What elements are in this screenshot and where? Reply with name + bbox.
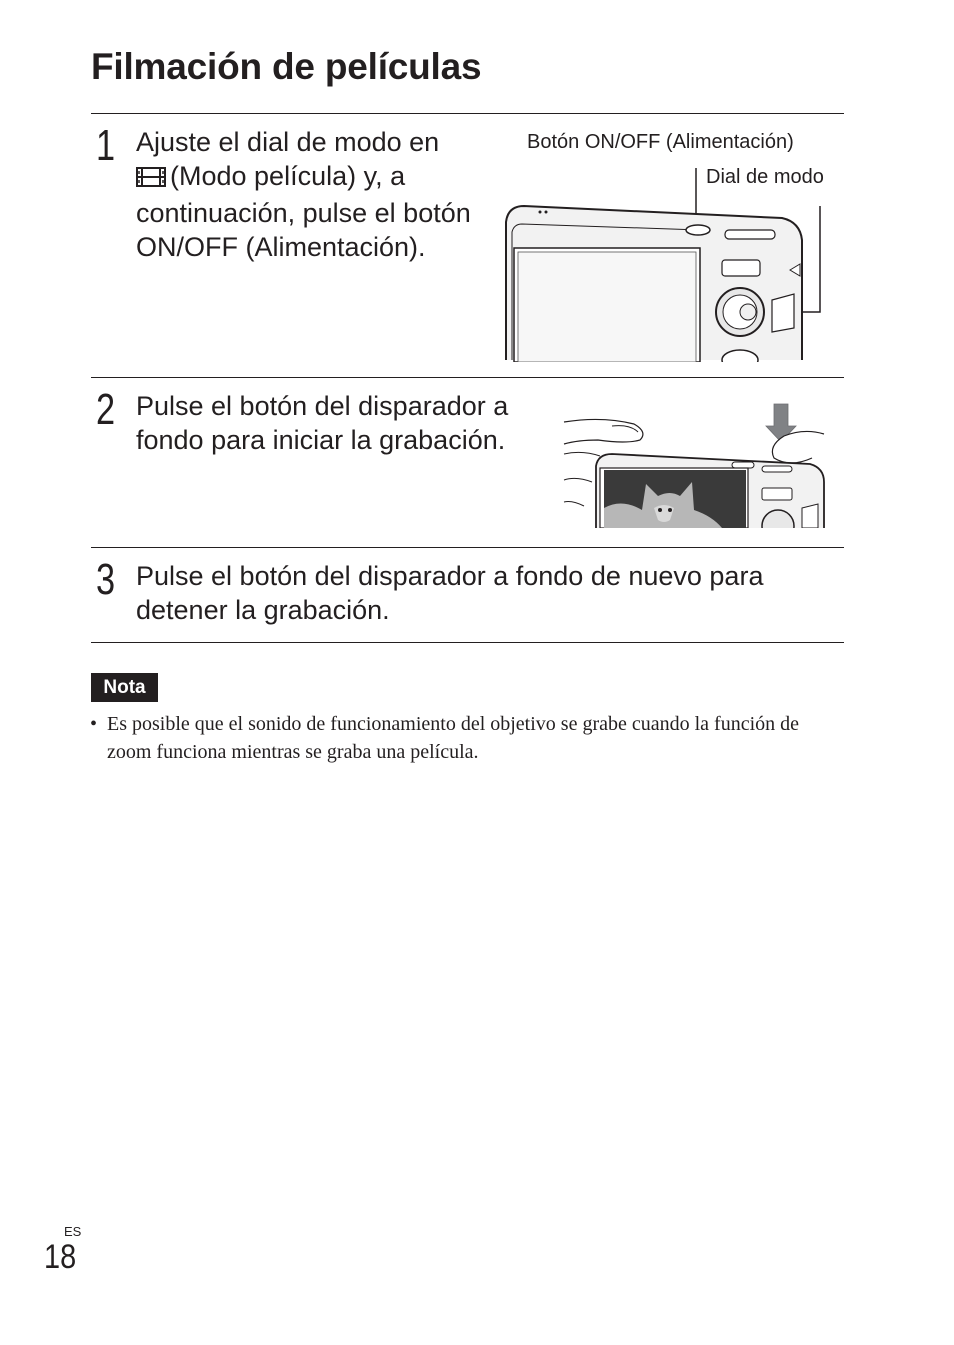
step-2-text: Pulse el botón del disparador a fondo para iniciar la grabación. [136, 391, 509, 455]
step-3-text: Pulse el botón del disparador a fondo de nuevo para detener la grabación. [136, 561, 764, 625]
step-number: 2 [96, 385, 116, 434]
camera-top-illustration [500, 160, 844, 362]
page-title: Filmación de películas [91, 46, 482, 87]
step-number: 3 [96, 555, 116, 604]
step-1-text [136, 125, 486, 264]
language-tag: ES [64, 1224, 82, 1239]
divider [91, 642, 844, 643]
note-item [90, 710, 810, 766]
divider [91, 377, 844, 378]
bullet: • [90, 713, 98, 735]
step-number: 1 [96, 121, 116, 170]
note-badge: Nota [91, 673, 158, 702]
divider [91, 547, 844, 548]
divider [91, 113, 844, 114]
step-1-text-rest: (Modo película) y, a continuación, pulse el botón ON/OFF (Alimentación). [136, 161, 471, 262]
page-number: 18 [44, 1238, 77, 1276]
callout-power-button: Botón ON/OFF (Alimentación) [527, 131, 794, 153]
shutter-press-illustration [562, 398, 826, 528]
movie-mode-icon [136, 162, 166, 196]
callout-mode-dial: Dial de modo [706, 166, 824, 188]
note-text: Es posible que el sonido de funcionamiento del objetivo se grabe cuando la función de zoom funciona mientras se graba una película. [107, 713, 800, 763]
step-1-text-line1: Ajuste el dial de modo en [136, 127, 440, 157]
